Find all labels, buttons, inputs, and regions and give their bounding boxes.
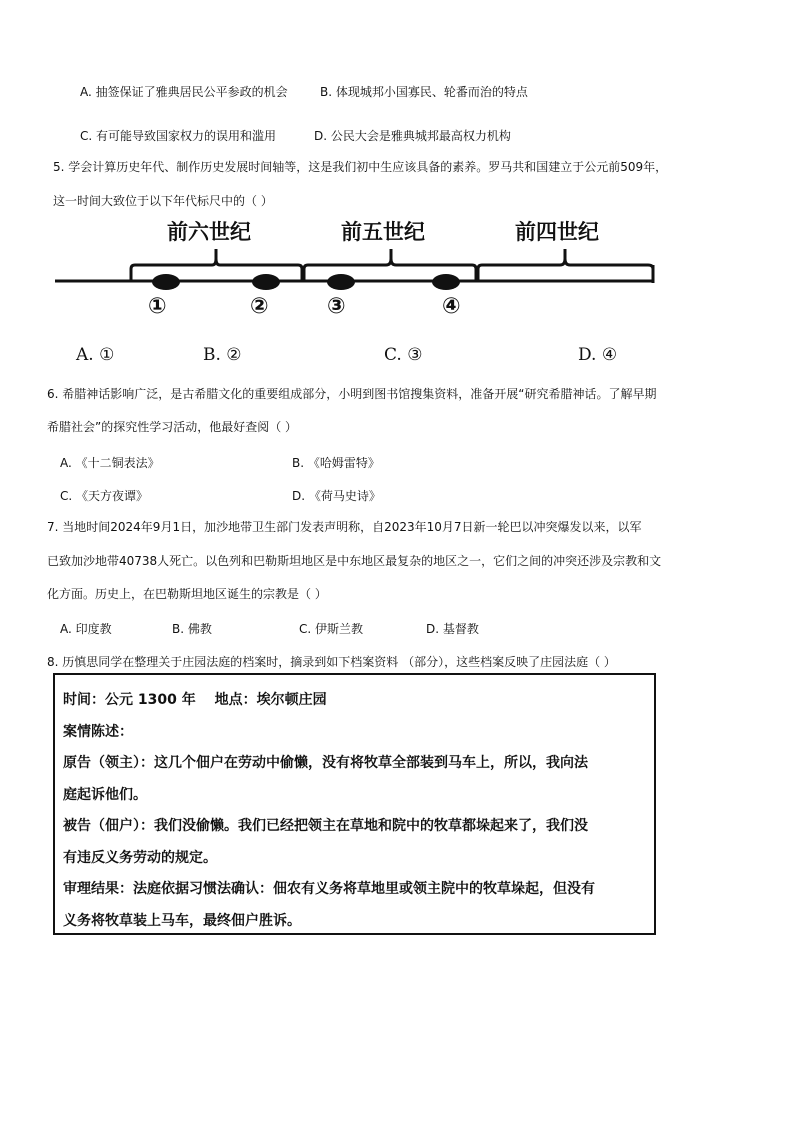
- timeline-dot-4: [432, 274, 460, 290]
- q5-option-a: A. ①: [76, 345, 115, 365]
- q5-stem-line2: 这一时间大致位于以下年代标尺中的（ ）: [53, 194, 273, 208]
- q6-option-c: C. 《天方夜谭》: [60, 489, 149, 503]
- timeline-dot-3: [327, 274, 355, 290]
- q8-stem-line1: 8. 历慎思同学在整理关于庄园法庭的档案时，摘录到如下档案资料 （部分），这些档案反映了庄园法庭（ ）: [47, 655, 616, 669]
- q6-stem-line1: 6. 希腊神话影响广泛，是古希腊文化的重要组成部分，小明到图书馆搜集资料，准备开展“研究希腊神话。了解早期: [47, 387, 657, 401]
- q6-option-b: B. 《哈姆雷特》: [292, 456, 380, 470]
- q7-option-b: B. 佛教: [172, 622, 212, 636]
- q4-option-b: B. 体现城邦小国寡民、轮番而治的特点: [320, 85, 528, 99]
- q7-option-c: C. 伊斯兰教: [299, 622, 364, 636]
- timeline-marker-1: ①: [148, 294, 167, 319]
- timeline-dot-1: [152, 274, 180, 290]
- q4-option-d: D. 公民大会是雅典城邦最高权力机构: [314, 129, 511, 143]
- q7-option-a: A. 印度教: [60, 622, 112, 636]
- q4-option-a: A. 抽签保证了雅典居民公平参政的机会: [80, 85, 288, 99]
- q6-stem-line2: 希腊社会”的探究性学习活动，他最好查阅（ ）: [47, 420, 298, 434]
- q6-option-a: A. 《十二铜表法》: [60, 456, 160, 470]
- case-line-defendant-2: 有违反义务劳动的规定。: [63, 850, 217, 866]
- timeline-label-5th-century-bc: 前五世纪: [341, 220, 425, 244]
- case-record-box: [53, 673, 656, 935]
- case-line-time-place: 时间：公元 1300 年 地点：埃尔顿庄园: [63, 692, 327, 708]
- timeline-dot-2: [252, 274, 280, 290]
- case-line-verdict-1: 审理结果：法庭依据习惯法确认：佃农有义务将草地里或领主院中的牧草垛起，但没有: [63, 881, 595, 897]
- case-line-plaintiff-2: 庭起诉他们。: [63, 787, 147, 803]
- q7-option-d: D. 基督教: [426, 622, 479, 636]
- q7-stem-line2: 已致加沙地带40738人死亡。以色列和巴勒斯坦地区是中东地区最复杂的地区之一，它们之间的冲突还涉及宗教和文: [47, 554, 662, 568]
- case-line-verdict-2: 义务将牧草装上马车，最终佃户胜诉。: [63, 913, 301, 929]
- q5-option-c: C. ③: [384, 345, 423, 365]
- q5-option-d: D. ④: [578, 345, 618, 365]
- case-line-plaintiff-1: 原告（领主）：这几个佃户在劳动中偷懒，没有将牧草全部装到马车上，所以，我向法: [63, 755, 588, 771]
- brace-4th-century: [478, 249, 653, 281]
- q7-stem-line3: 化方面。历史上，在巴勒斯坦地区诞生的宗教是（ ）: [47, 587, 327, 601]
- timeline-ruler: [0, 235, 793, 295]
- q5-option-b: B. ②: [203, 345, 242, 365]
- case-line-heading: 案情陈述：: [63, 724, 133, 740]
- case-line-defendant-1: 被告（佃户）：我们没偷懒。我们已经把领主在草地和院中的牧草都垛起来了，我们没: [63, 818, 588, 834]
- q4-option-c: C. 有可能导致国家权力的误用和滥用: [80, 129, 277, 143]
- q6-option-d: D. 《荷马史诗》: [292, 489, 381, 503]
- timeline-marker-2: ②: [250, 294, 269, 319]
- q5-stem-line1: 5. 学会计算历史年代、制作历史发展时间轴等，这是我们初中生应该具备的素养。罗马共和国建立于公元前509年，: [53, 160, 668, 174]
- timeline-label-6th-century-bc: 前六世纪: [167, 220, 251, 244]
- timeline-marker-4: ④: [442, 294, 461, 319]
- q7-stem-line1: 7. 当地时间2024年9月1日，加沙地带卫生部门发表声明称，自2023年10月7日新一轮巴以冲突爆发以来，以军: [47, 520, 642, 534]
- timeline-marker-3: ③: [327, 294, 346, 319]
- timeline-label-4th-century-bc: 前四世纪: [515, 220, 599, 244]
